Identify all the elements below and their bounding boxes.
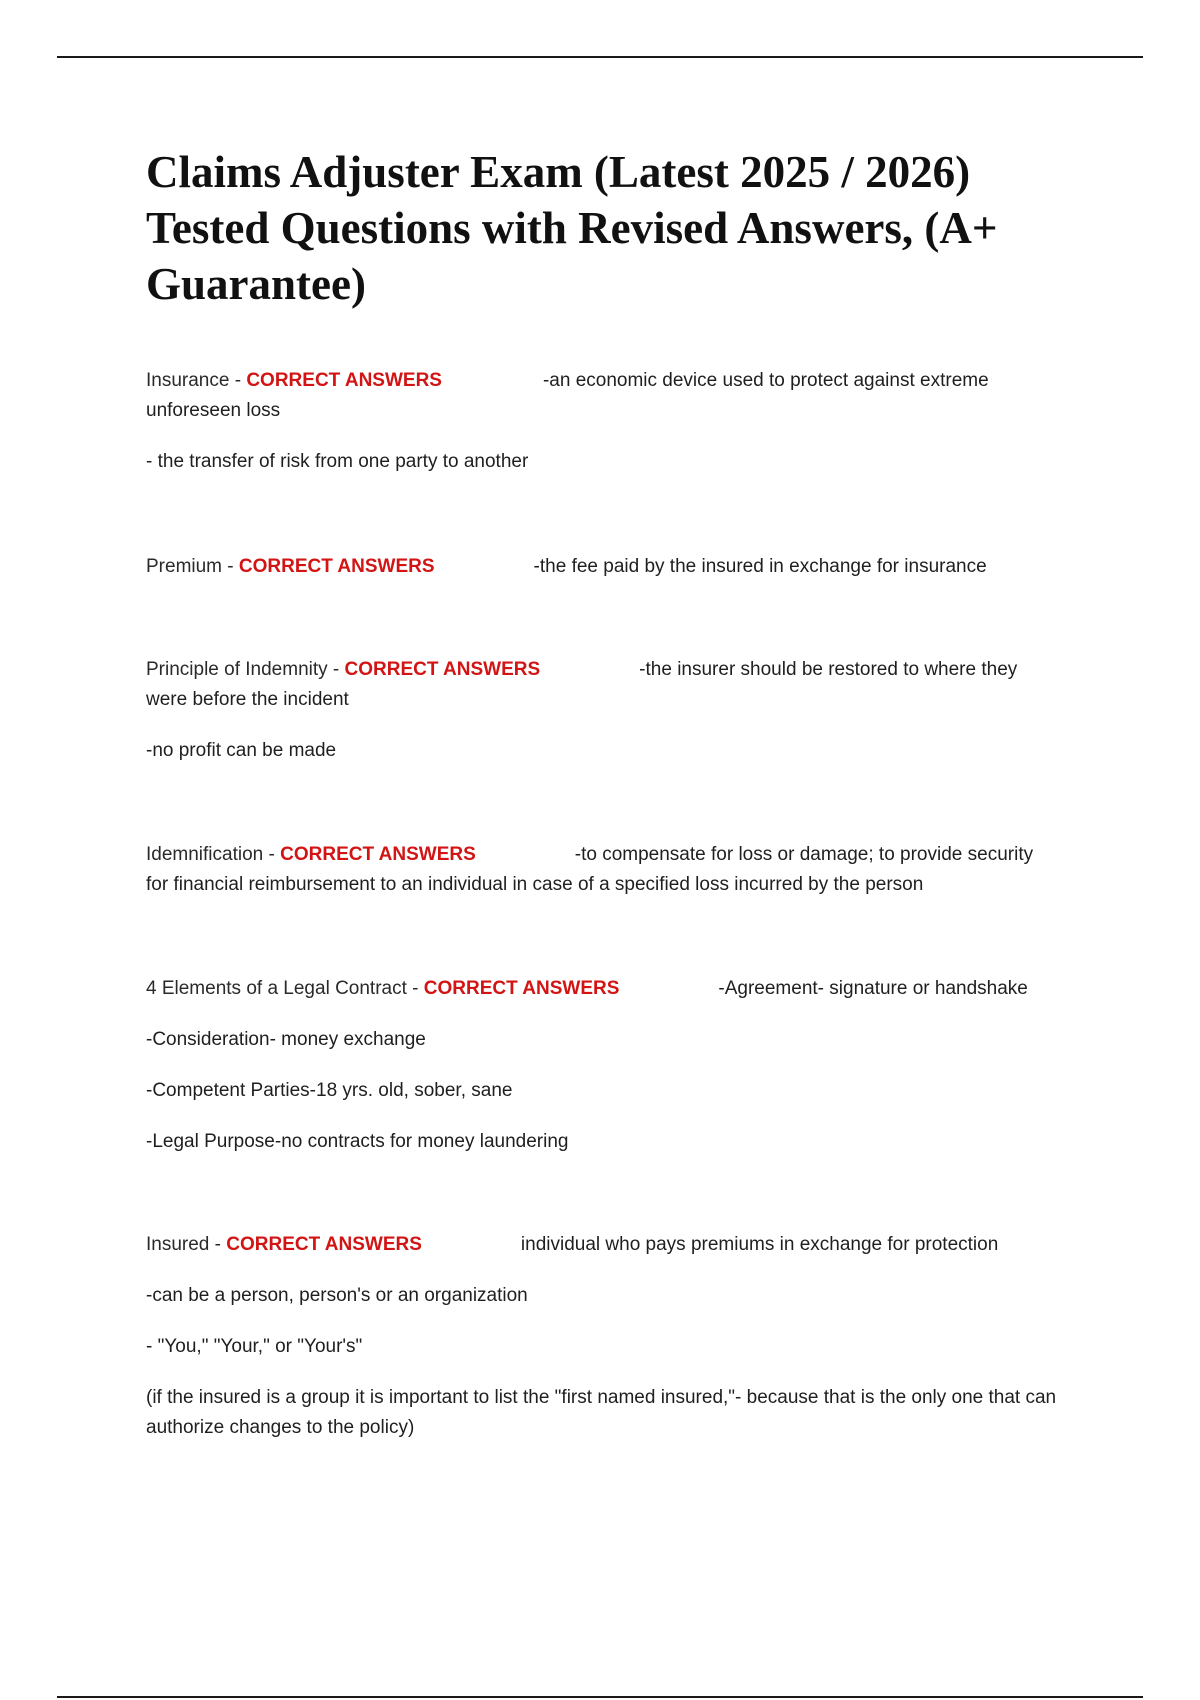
entry-term: Idemnification - bbox=[146, 844, 281, 865]
entry-idemnification bbox=[146, 840, 1076, 900]
entry-extra-line: - "You," "Your," or "Your's" bbox=[146, 1336, 363, 1357]
correct-answers-label: CORRECT ANSWERS bbox=[238, 556, 435, 577]
correct-answers-label: CORRECT ANSWERS bbox=[280, 844, 476, 865]
correct-answers-label: CORRECT ANSWERS bbox=[226, 1234, 422, 1255]
entry-first-line bbox=[146, 1230, 1076, 1260]
entry-extra-line: - the transfer of risk from one party to another bbox=[146, 451, 529, 472]
entry-continuation: were before the incident bbox=[146, 689, 349, 710]
entry-first-line bbox=[146, 552, 1076, 582]
entry-definition: -an economic device used to protect against extreme bbox=[542, 370, 989, 391]
entry-insurance bbox=[146, 366, 1076, 477]
entry-first-line bbox=[146, 840, 1076, 870]
entry-extra-line: -no profit can be made bbox=[146, 740, 337, 761]
entry-principle-of-indemnity bbox=[146, 655, 1076, 766]
entry-legal-contract-elements bbox=[146, 974, 1076, 1157]
entry-extra-line: -Legal Purpose-no contracts for money laundering bbox=[146, 1131, 569, 1152]
entry-term: Insured - bbox=[146, 1234, 227, 1255]
document-title: Claims Adjuster Exam (Latest 2025 / 2026) Tested Questions with Revised Answers, (A+ Guarantee) bbox=[146, 147, 998, 309]
entry-term: Principle of Indemnity - bbox=[146, 659, 345, 680]
entry-definition: -the fee paid by the insured in exchange for insurance bbox=[533, 556, 987, 577]
entry-term: 4 Elements of a Legal Contract - bbox=[146, 978, 424, 999]
entry-continuation: unforeseen loss bbox=[146, 400, 281, 421]
entry-first-line bbox=[146, 655, 1076, 685]
entry-extra-line: -Consideration- money exchange bbox=[146, 1029, 426, 1050]
entry-continuation: for financial reimbursement to an individual in case of a specified loss incurred by the person bbox=[146, 874, 924, 895]
entry-definition: -Agreement- signature or handshake bbox=[718, 978, 1028, 999]
correct-answers-label: CORRECT ANSWERS bbox=[246, 370, 442, 391]
entry-premium bbox=[146, 552, 1076, 582]
correct-answers-label: CORRECT ANSWERS bbox=[344, 659, 541, 680]
top-rule bbox=[57, 56, 1143, 58]
entry-definition: individual who pays premiums in exchange for protection bbox=[520, 1234, 999, 1255]
entry-first-line bbox=[146, 974, 1076, 1004]
entry-extra-line: -Competent Parties-18 yrs. old, sober, sane bbox=[146, 1080, 513, 1101]
entry-first-line bbox=[146, 366, 1076, 396]
entry-insured bbox=[146, 1230, 1076, 1443]
entry-definition: -to compensate for loss or damage; to provide security bbox=[574, 844, 1034, 865]
entry-term: Premium - bbox=[146, 556, 239, 577]
correct-answers-label: CORRECT ANSWERS bbox=[423, 978, 620, 999]
entry-extra-line: -can be a person, person's or an organization bbox=[146, 1285, 528, 1306]
entry-definition: -the insurer should be restored to where they bbox=[639, 659, 1018, 680]
entry-extra-line: (if the insured is a group it is important to list the "first named insured,"- because that is the only one that can authorize changes to the policy) bbox=[146, 1387, 1057, 1438]
bottom-rule bbox=[57, 1696, 1143, 1698]
entry-term: Insurance - bbox=[146, 370, 247, 391]
